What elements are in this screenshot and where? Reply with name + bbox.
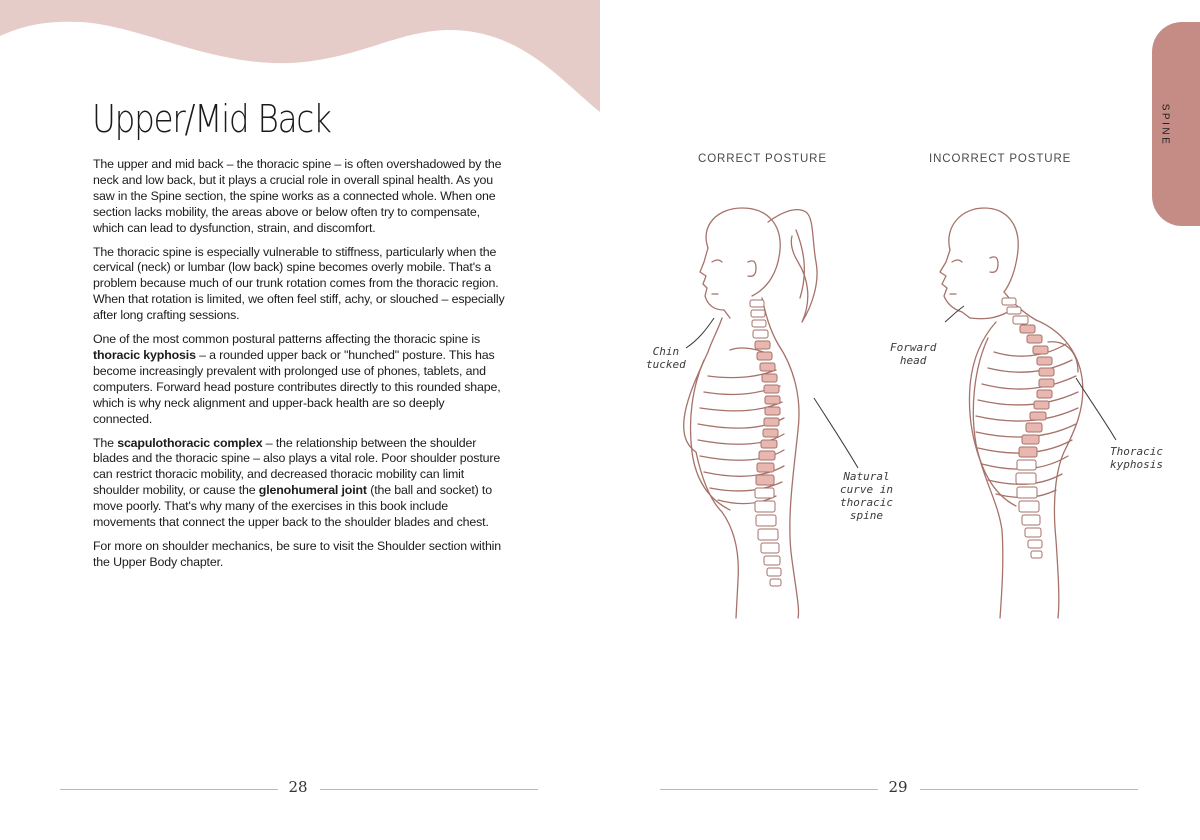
term-glenohumeral-joint: glenohumeral joint	[258, 483, 367, 498]
annotation-chin-tucked: Chin tucked	[646, 345, 686, 371]
annotation-forward-head: Forward head	[890, 341, 937, 367]
term-thoracic-kyphosis: thoracic kyphosis	[93, 347, 196, 362]
incorrect-posture-figure-icon	[940, 208, 1083, 618]
p3-text-a: One of the most common postural patterns affecting the thoracic spine is	[93, 332, 481, 347]
heading-incorrect-posture: INCORRECT POSTURE	[929, 153, 1072, 165]
paragraph-3	[93, 332, 505, 427]
term-scapulothoracic-complex: scapulothoracic complex	[117, 435, 263, 450]
heading-correct-posture: CORRECT POSTURE	[698, 153, 827, 165]
section-tab-label: SPINE	[1159, 103, 1171, 147]
page-number-left: 28	[288, 778, 308, 796]
paragraph-1: The upper and mid back – the thoracic spine – is often overshadowed by the neck and low back, but it plays a crucial role in overall spinal health. As you saw in the Spine section, the spine works as a connected whole. When one section lacks mobility, the areas above or below often try to compensate, which can lead to dysfunction, strain, and discomfort.	[93, 157, 502, 235]
posture-illustrations	[600, 0, 1200, 640]
body-text	[93, 157, 505, 579]
incorrect-spine-icon	[1002, 298, 1054, 558]
p4-text-a: The	[93, 435, 118, 450]
paragraph-2: The thoracic spine is especially vulnerable to stiffness, particularly when the cervical (neck) or lumbar (low back) spine becomes overly mobile. That's a problem because much of our trunk rotation comes from the thoracic region. When that rotation is limited, we often feel stiff, achy, or slouched – especially after long crafting sessions.	[93, 244, 505, 323]
p4-text-c: – the relationship between the shoulder blades and the thoracic spine – also plays a vital role. Poor shoulder posture can restrict thoracic mobility, and decreased thoracic mobility can limit shoulder mobility, or cause the	[93, 435, 501, 498]
p4-text-e: (the ball and socket) to move poorly. That's why many of the exercises in this book include movements that connect the upper back to the shoulder blades and chest.	[93, 483, 492, 530]
correct-posture-figure-icon	[684, 208, 817, 618]
p3-text-c: – a rounded upper back or "hunched" posture. This has become increasingly prevalent with prolonged use of phones, tablets, and computers. Forward head posture contributes directly to this rounded shape, which is why neck alignment and upper-back health are so deeply connected.	[93, 347, 501, 426]
paragraph-4	[93, 436, 505, 531]
right-page	[600, 0, 1200, 840]
annotation-thoracic-kyphosis: Thoracic kyphosis	[1110, 445, 1163, 471]
paragraph-5: For more on shoulder mechanics, be sure to visit the Shoulder section within the Upper Body chapter.	[93, 538, 502, 569]
page-number-right: 29	[888, 778, 908, 796]
annotation-natural-curve: Natural curve in thoracic spine	[840, 470, 893, 522]
page-title: Upper/Mid Back	[92, 97, 331, 141]
